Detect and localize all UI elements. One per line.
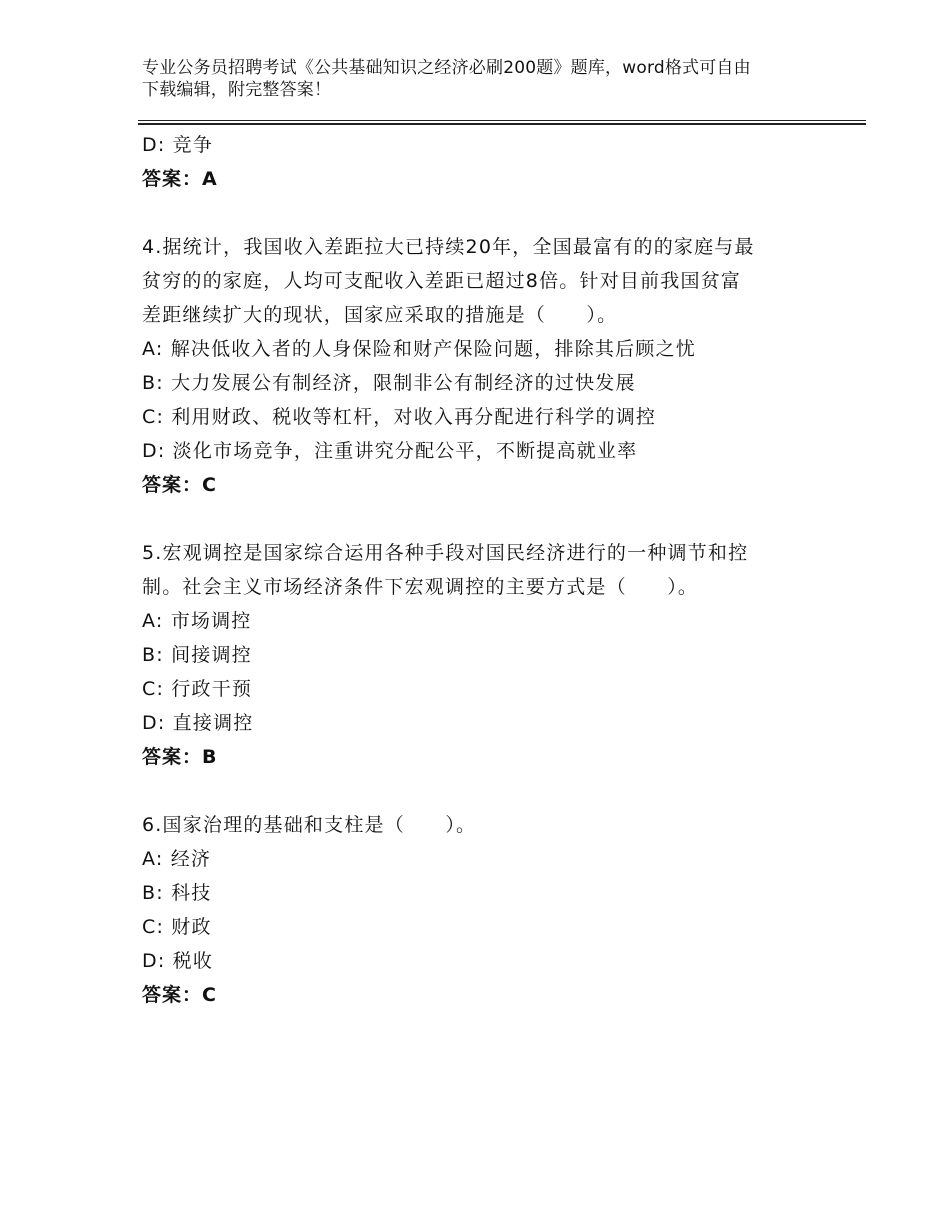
option-c: C: 利用财政、税收等杠杆，对收入再分配进行科学的调控 [142, 406, 657, 428]
option-c: C: 财政 [142, 916, 212, 938]
answer-line: 答案：A [142, 168, 218, 190]
option-d: D: 税收 [142, 950, 214, 972]
page-header: 专业公务员招聘考试《公共基础知识之经济必刷200题》题库，word格式可自由 下载编辑，附完整答案！ [142, 58, 751, 100]
question-stem-line: 6.国家治理的基础和支柱是（ ）。 [142, 814, 477, 836]
option-a: A: 解决低收入者的人身保险和财产保险问题，排除其后顾之忧 [142, 338, 696, 360]
question-stem-line: 制。社会主义市场经济条件下宏观调控的主要方式是（ ）。 [142, 576, 699, 598]
question-4 [142, 230, 812, 502]
header-divider-double [138, 123, 866, 125]
question-stem-line: 5.宏观调控是国家综合运用各种手段对国民经济进行的一种调节和控 [142, 542, 749, 564]
header-divider [138, 120, 866, 121]
option-d: D: 直接调控 [142, 712, 254, 734]
option-b: B: 科技 [142, 882, 212, 904]
question-stem-line: 差距继续扩大的现状，国家应采取的措施是（ ）。 [142, 304, 618, 326]
option-d: D: 淡化市场竞争，注重讲究分配公平，不断提高就业率 [142, 440, 638, 462]
option-a: A: 市场调控 [142, 610, 252, 632]
option-a: A: 经济 [142, 848, 212, 870]
option-b: B: 间接调控 [142, 644, 252, 666]
question-stem-line: 4.据统计，我国收入差距拉大已持续20年，全国最富有的的家庭与最 [142, 236, 755, 258]
answer-line: 答案：C [142, 984, 217, 1006]
question-5 [142, 536, 812, 774]
question-6 [142, 808, 812, 1012]
document-body [142, 128, 812, 1012]
option-d: D: 竞争 [142, 134, 214, 156]
answer-line: 答案：B [142, 746, 218, 768]
answer-line: 答案：C [142, 474, 217, 496]
option-b: B: 大力发展公有制经济，限制非公有制经济的过快发展 [142, 372, 636, 394]
option-c: C: 行政干预 [142, 678, 253, 700]
question-stem-line: 贫穷的的家庭，人均可支配收入差距已超过8倍。针对目前我国贫富 [142, 270, 742, 292]
